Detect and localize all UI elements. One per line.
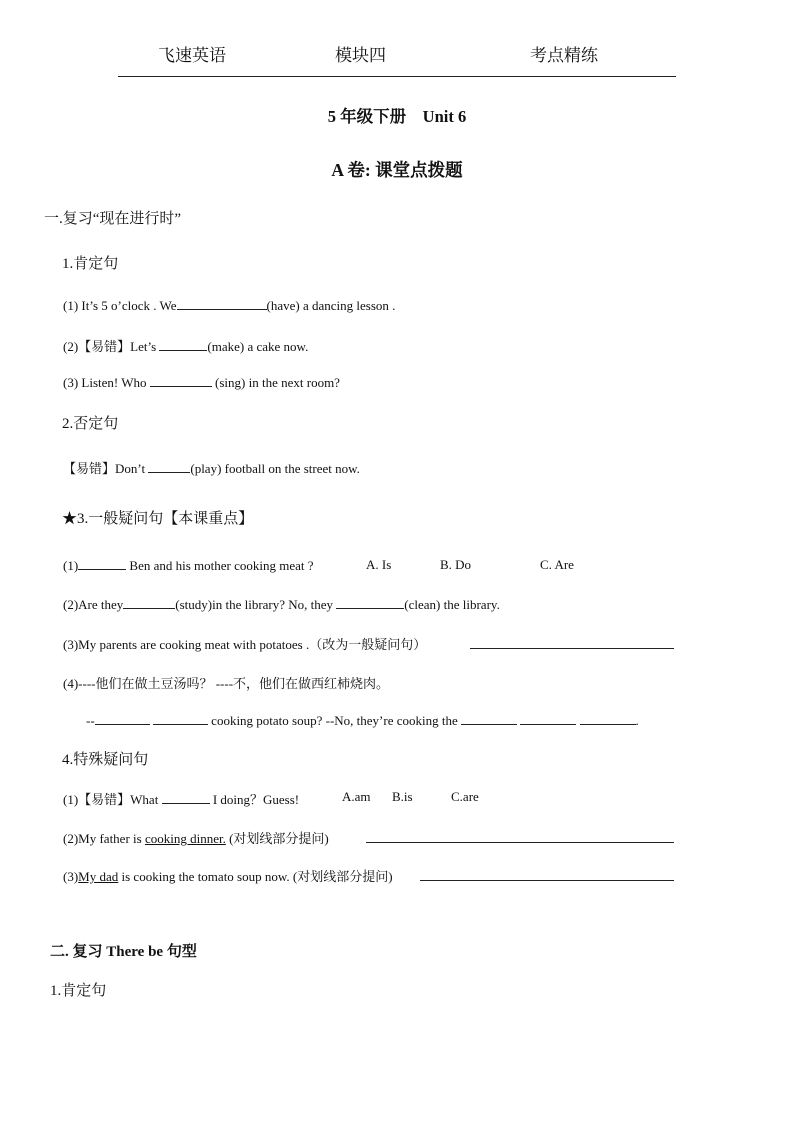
header-divider bbox=[118, 76, 676, 77]
underlined-phrase: My dad bbox=[78, 869, 119, 884]
answer-blank[interactable] bbox=[78, 557, 126, 570]
header-right: 考点精练 bbox=[530, 46, 598, 65]
header-left: 飞速英语 bbox=[158, 46, 226, 65]
option-a[interactable]: A. Is bbox=[366, 557, 392, 572]
page-subtitle: A 卷: 课堂点拨题 bbox=[331, 160, 463, 180]
option-a[interactable]: A.am bbox=[342, 789, 371, 804]
option-b[interactable]: B.is bbox=[392, 789, 413, 804]
answer-blank[interactable] bbox=[520, 712, 576, 725]
underlined-phrase: cooking dinner. bbox=[144, 831, 226, 846]
part2-heading: 2.否定句 bbox=[62, 416, 119, 432]
question-2-1: 【易错】Don’t (play) football on the street now. bbox=[63, 461, 360, 476]
page-title: 5 年级下册 Unit 6 bbox=[327, 107, 467, 126]
answer-blank[interactable] bbox=[580, 712, 636, 725]
question-3-4: (4)----他们在做土豆汤吗？ ----不，他们在做西红柿烧肉。 bbox=[63, 676, 390, 691]
question-3-4-answer: -- cooking potato soup? --No, they’re cooking the . bbox=[86, 713, 639, 728]
part4-heading: 4.特殊疑问句 bbox=[62, 752, 149, 768]
question-1-3: (3) Listen! Who (sing) in the next room? bbox=[63, 375, 340, 390]
answer-blank[interactable] bbox=[336, 596, 404, 609]
header-center: 模块四 bbox=[335, 46, 386, 65]
question-3-2: (2)Are they (study)in the library? No, they (clean) the library. bbox=[63, 597, 500, 612]
answer-blank[interactable] bbox=[162, 791, 210, 804]
answer-line[interactable] bbox=[420, 880, 674, 881]
answer-blank[interactable] bbox=[123, 596, 175, 609]
part3-heading: ★3.一般疑问句【本课重点】 bbox=[62, 511, 254, 527]
answer-blank[interactable] bbox=[150, 374, 212, 387]
option-c[interactable]: C.are bbox=[451, 789, 479, 804]
question-3-1: (1) Ben and his mother cooking meat ? bbox=[63, 558, 314, 573]
answer-blank[interactable] bbox=[95, 712, 150, 725]
answer-line[interactable] bbox=[366, 842, 674, 843]
part1-heading: 1.肯定句 bbox=[62, 256, 119, 272]
answer-line[interactable] bbox=[470, 648, 674, 649]
question-1-1: (1) It’s 5 o’clock . We (have) a dancing lesson . bbox=[63, 298, 396, 313]
answer-blank[interactable] bbox=[153, 712, 208, 725]
question-4-1: (1)【易错】What I doing？Guess! bbox=[63, 792, 300, 807]
answer-blank[interactable] bbox=[148, 460, 190, 473]
question-3-3: (3)My parents are cooking meat with potatoes .（改为一般疑问句） bbox=[63, 637, 427, 652]
answer-blank[interactable] bbox=[159, 338, 207, 351]
section2-heading: 二. 复习 There be 句型 bbox=[50, 944, 197, 960]
question-1-2: (2)【易错】Let’s (make) a cake now. bbox=[63, 339, 309, 354]
answer-blank[interactable] bbox=[461, 712, 517, 725]
section1-heading: 一.复习“现在进行时” bbox=[44, 211, 182, 227]
section2-part1-heading: 1.肯定句 bbox=[50, 983, 107, 999]
option-b[interactable]: B. Do bbox=[440, 557, 472, 572]
question-4-3: (3)My dad is cooking the tomato soup now. (对划线部分提问) bbox=[63, 869, 393, 884]
answer-blank[interactable] bbox=[177, 297, 267, 310]
question-4-2: (2)My father is cooking dinner. (对划线部分提问) bbox=[63, 831, 329, 846]
option-c[interactable]: C. Are bbox=[540, 557, 574, 572]
